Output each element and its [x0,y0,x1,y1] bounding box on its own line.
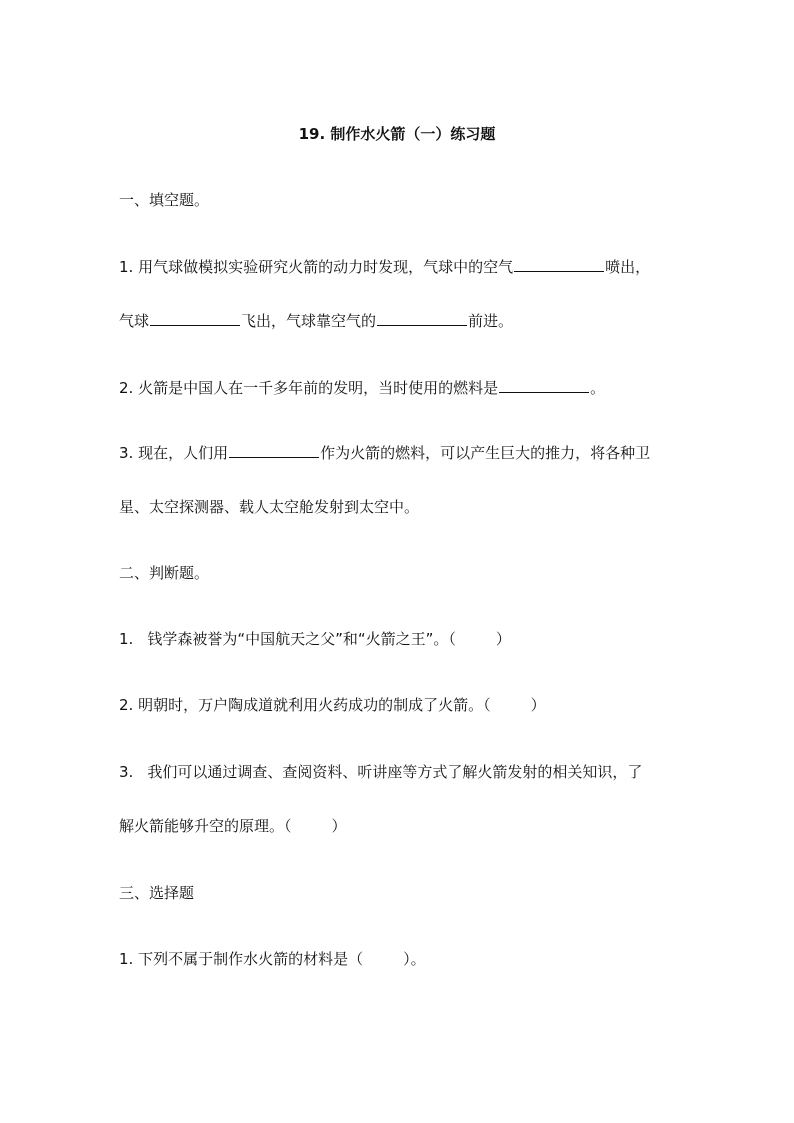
answer-blank [499,378,589,393]
fill-q1-text-d: 飞出，气球靠空气的 [241,312,377,330]
judge-q1-text: 钱学森被誉为“中国航天之父”和“火箭之王”。（ [147,630,456,648]
section-heading-multiple-choice: 三、选择题 [119,884,195,902]
section-heading-true-false: 二、判断题。 [119,564,210,582]
fill-question-1-line-2 [119,311,513,331]
answer-blank [377,311,467,326]
choice-q1-close: ）。 [403,950,426,968]
answer-blank [150,311,240,326]
judge-question-2 [119,695,546,715]
answer-blank [514,257,604,272]
judge-q3-number: 3. [119,763,134,781]
answer-blank [229,443,319,458]
judge-q3-close: ） [331,817,347,835]
fill-question-3-line-1 [119,443,650,463]
choice-question-1 [119,949,426,969]
fill-q3-text-b: 作为火箭的燃料，可以产生巨大的推力，将各种卫 [320,444,651,462]
judge-q3-text: 我们可以通过调查、查阅资料、听讲座等方式了解火箭发射的相关知识，了 [147,763,643,781]
page-title: 19. 制作水火箭（一）练习题 [298,125,496,143]
judge-question-1 [119,629,511,649]
fill-q1-text-b: 喷出， [605,258,651,276]
fill-q3-text-a: 3. 现在，人们用 [119,444,229,462]
choice-q1-text: 1. 下列不属于制作水火箭的材料是（ [119,950,364,968]
section-heading-fill-blank: 一、填空题。 [119,191,210,209]
fill-q1-text-a: 1. 用气球做模拟实验研究火箭的动力时发现，气球中的空气 [119,258,514,276]
judge-question-3-line-1 [119,762,642,782]
judge-q2-text: 2. 明朝时，万户陶成道就利用火药成功的制成了火箭。（ [119,696,491,714]
fill-question-1-line-1 [119,257,650,277]
judge-q2-close: ） [530,696,546,714]
fill-question-2 [119,378,605,398]
judge-q1-close: ） [495,630,511,648]
fill-q1-text-e: 前进。 [468,312,514,330]
fill-q2-text-a: 2. 火箭是中国人在一千多年前的发明，当时使用的燃料是 [119,379,499,397]
fill-q1-text-c: 气球 [119,312,150,330]
judge-q3-text-2: 解火箭能够升空的原理。（ [119,817,292,835]
judge-q1-number: 1. [119,630,134,648]
judge-question-3-line-2 [119,816,347,836]
fill-question-3-line-2: 星、太空探测器、载人太空舱发射到太空中。 [119,498,420,516]
fill-q2-text-b: 。 [590,379,606,397]
